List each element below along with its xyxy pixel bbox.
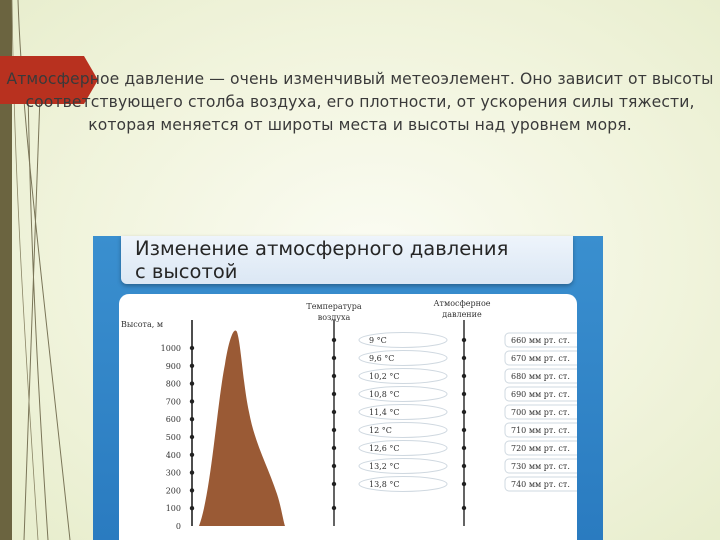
pressure-axis-dot	[462, 338, 466, 342]
figure-title-line2: с высотой	[135, 260, 238, 283]
temp-header-line1: Температура	[306, 302, 362, 311]
pressure-axis-dot	[462, 446, 466, 450]
temperature-axis-dot	[332, 506, 336, 510]
temperature-label: 10,2 °C	[369, 372, 400, 381]
temperature-label: 13,2 °C	[369, 462, 400, 471]
height-tick-label: 600	[165, 415, 181, 425]
pressure-label: 720 мм рт. ст.	[511, 444, 570, 453]
mountain-shape	[199, 331, 285, 526]
height-tick-label: 300	[165, 468, 181, 478]
pressure-label: 730 мм рт. ст.	[511, 462, 570, 471]
height-tick-label: 0	[175, 522, 181, 531]
height-tick-label: 500	[165, 433, 181, 442]
pressure-label: 680 мм рт. ст.	[511, 372, 570, 381]
pressure-label: 660 мм рт. ст.	[511, 336, 570, 345]
height-tick-label: 900	[165, 361, 181, 371]
pressure-labels	[462, 333, 577, 510]
temperature-axis-dot	[332, 482, 336, 486]
pressure-axis-dot	[462, 428, 466, 432]
temperature-label: 12 °C	[369, 426, 392, 435]
pressure-header-line1: Атмосферное	[433, 299, 491, 308]
temperature-labels	[332, 333, 447, 511]
figure-title-line1: Изменение атмосферного давления	[135, 237, 509, 260]
pressure-altitude-figure	[93, 236, 603, 540]
intro-paragraph: Атмосферное давление — очень изменчивый метеоэлемент. Оно зависит от высоты соответствующего столба воздуха, его плотности, от ускорения силы тяжести, которая меняется от широты места и высоты над уровнем моря.	[6, 70, 714, 134]
pressure-label: 690 мм рт. ст.	[511, 390, 570, 399]
temperature-label: 10,8 °C	[369, 390, 400, 399]
pressure-axis-dot	[462, 374, 466, 378]
pressure-axis-dot	[462, 392, 466, 396]
temperature-axis-dot	[332, 446, 336, 450]
temperature-axis-dot	[332, 392, 336, 396]
figure-title-box	[121, 236, 573, 284]
temperature-label: 11,4 °C	[369, 408, 400, 417]
height-axis-label: Высота, м	[121, 320, 164, 329]
pressure-label: 740 мм рт. ст.	[511, 480, 570, 489]
temperature-axis-dot	[332, 338, 336, 342]
temperature-axis-dot	[332, 356, 336, 360]
figure-drawing	[119, 294, 577, 540]
pressure-label: 700 мм рт. ст.	[511, 408, 570, 417]
height-ticks	[161, 344, 195, 531]
temperature-label: 13,8 °C	[369, 480, 400, 489]
height-tick-label: 1000	[160, 344, 181, 353]
temp-header-line2: воздуха	[317, 313, 351, 322]
temperature-label: 9 °C	[369, 336, 387, 345]
pressure-axis-dot	[462, 482, 466, 486]
pressure-header-line2: давление	[442, 310, 482, 319]
temperature-axis-dot	[332, 410, 336, 414]
pressure-label: 710 мм рт. ст.	[511, 426, 570, 435]
height-tick-label: 400	[165, 450, 181, 460]
temperature-axis-dot	[332, 464, 336, 468]
height-tick-label: 700	[165, 397, 181, 407]
temperature-label: 12,6 °C	[369, 444, 400, 453]
temperature-axis-dot	[332, 374, 336, 378]
temperature-label: 9,6 °C	[369, 354, 395, 363]
pressure-label: 670 мм рт. ст.	[511, 354, 570, 363]
height-tick-label: 800	[165, 379, 181, 389]
height-tick-label: 100	[165, 504, 181, 514]
pressure-axis-dot	[462, 356, 466, 360]
pressure-axis-dot	[462, 464, 466, 468]
temperature-axis-dot	[332, 428, 336, 432]
pressure-axis-dot	[462, 410, 466, 414]
pressure-axis-dot	[462, 506, 466, 510]
height-tick-label: 200	[165, 486, 181, 496]
figure-panel	[119, 294, 577, 540]
